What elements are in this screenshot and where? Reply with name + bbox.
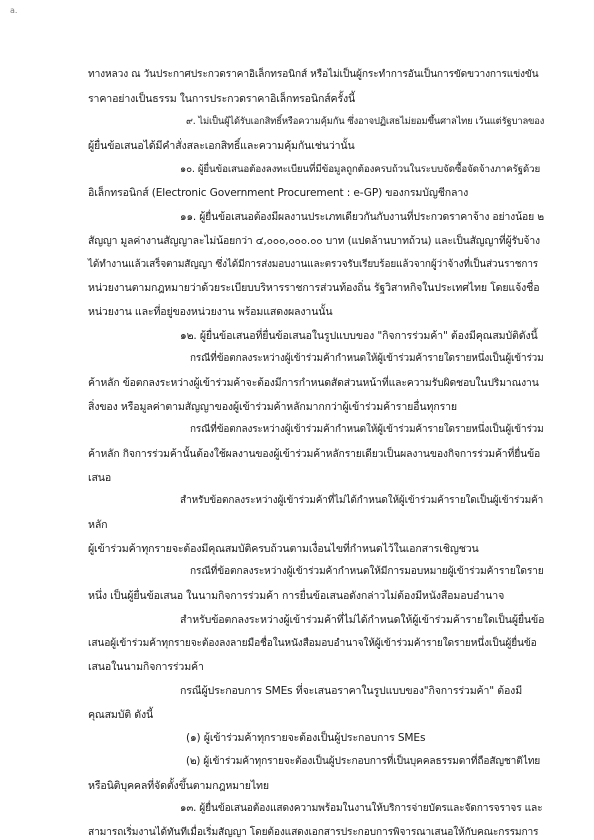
sme-item-2: (๒) ผู้เข้าร่วมค้าทุกรายจะต้องเป็นผู้ประกอบการที่เป็นบุคคลธรรมดาที่ถือสัญชาติไทย (186, 756, 541, 767)
body-line: หน่วยงานตามกฎหมายว่าด้วยระเบียบบริหารราชการส่วนท้องถิ่น รัฐวิสาหกิจในประเทศไทย โดยแจ้งชื่อ (88, 282, 540, 294)
body-line: สำหรับข้อตกลงระหว่างผู้เข้าร่วมค้าที่ไม่ได้กำหนดให้ผู้เข้าร่วมค้ารายใดเป็นผู้ยื่นข้อ (180, 614, 545, 626)
body-line: คุณสมบัติ ดังนี้ (88, 709, 154, 721)
body-line: เสนอผู้เข้าร่วมค้าทุกรายจะต้องลงลายมือชื่อในหนังสือมอบอำนาจให้ผู้เข้าร่วมค้ารายใดรายหนึ่งเป็นผู้ยื่นข้อ (88, 638, 537, 649)
body-line: สัญญา มูลค่างานสัญญาละไม่น้อยกว่า ๔,๐๐๐,๐๐๐.๐๐ บาท (แปดล้านบาทถ้วน) และเป็นสัญญาที่ผู้รับจ้าง (88, 235, 540, 247)
body-line: ได้ทำงานแล้วเสร็จตามสัญญา ซึ่งได้มีการส่งมอบงานและตรวจรับเรียบร้อยแล้วจากผู้ว่าจ้างที่เป็นส่วนราชการ (88, 259, 538, 270)
body-line: หลัก (88, 519, 108, 531)
body-line: สำหรับข้อตกลงระหว่างผู้เข้าร่วมค้าที่ไม่ได้กำหนดให้ผู้เข้าร่วมค้ารายใดเป็นผู้เข้าร่วมค้า (180, 495, 544, 506)
body-line: กรณีที่ข้อตกลงระหว่างผู้เข้าร่วมค้ากำหนดให้ผู้เข้าร่วมค้ารายใดรายหนึ่งเป็นผู้เข้าร่วม (190, 353, 544, 364)
body-line: สิ่งของ หรือมูลค่าตามสัญญาของผู้เข้าร่วมค้าหลักมากกว่าผู้เข้าร่วมค้ารายอื่นทุกราย (88, 401, 457, 413)
corner-mark: a. (10, 6, 18, 15)
body-line: หน่วยงาน และที่อยู่ของหน่วยงาน พร้อมแสดงผลงานนั้น (88, 306, 333, 318)
clause-10-line: ๑๐. ผู้ยื่นข้อเสนอต้องลงทะเบียนที่มีข้อมูลถูกต้องครบถ้วนในระบบจัดซื้อจัดจ้างภาครัฐด้วย (180, 164, 541, 175)
body-line: กรณีที่ข้อตกลงระหว่างผู้เข้าร่วมค้ากำหนดให้มีการมอบหมายผู้เข้าร่วมค้ารายใดราย (190, 566, 544, 577)
body-line: ราคาอย่างเป็นธรรม ในการประกวดราคาอิเล็กทรอนิกส์ครั้งนี้ (88, 93, 356, 105)
clause-9-line: ๙. ไม่เป็นผู้ได้รับเอกสิทธิ์หรือความคุ้มกัน ซึ่งอาจปฏิเสธไม่ยอมขึ้นศาลไทย เว้นแต่รัฐบาลของ (186, 116, 545, 127)
body-line: กรณีผู้ประกอบการ SMEs ที่จะเสนอราคาในรูปแบบของ"กิจการร่วมค้า" ต้องมี (180, 685, 523, 697)
body-line: ทางหลวง ณ วันประกาศประกวดราคาอิเล็กทรอนิกส์ หรือไม่เป็นผู้กระทำการอันเป็นการขัดขวางการแข่งขัน (88, 69, 539, 80)
body-line: เสนอ (88, 472, 112, 484)
body-line: ค้าหลัก กิจการร่วมค้านั้นต้องใช้ผลงานของผู้เข้าร่วมค้าหลักรายเดียวเป็นผลงานของกิจการร่วมค้าที่ยื่นข้อ (88, 448, 541, 460)
clause-11-line: ๑๑. ผู้ยื่นข้อเสนอต้องมีผลงานประเภทเดียวกันกับงานที่ประกวดราคาจ้าง อย่างน้อย ๒ (180, 211, 544, 223)
body-line: กรณีที่ข้อตกลงระหว่างผู้เข้าร่วมค้ากำหนดให้ผู้เข้าร่วมค้ารายใดรายหนึ่งเป็นผู้เข้าร่วม (190, 424, 544, 435)
body-line: ผู้ยื่นข้อเสนอได้มีคำสั่งสละเอกสิทธิ์และความคุ้มกันเช่นว่านั้น (88, 140, 355, 152)
sme-item-1: (๑) ผู้เข้าร่วมค้าทุกรายจะต้องเป็นผู้ประกอบการ SMEs (186, 732, 426, 744)
body-line: ผู้เข้าร่วมค้าทุกรายจะต้องมีคุณสมบัติครบถ้วนตามเงื่อนไขที่กำหนดไว้ในเอกสารเชิญชวน (88, 543, 479, 555)
body-line: สามารถเริ่มงานได้ทันทีเมื่อเริ่มสัญญา โดยต้องแสดงเอกสารประกอบการพิจารณาเสนอให้กับคณะกรรมการ (88, 827, 539, 838)
body-line: หนึ่ง เป็นผู้ยื่นข้อเสนอ ในนามกิจการร่วมค้า การยื่นข้อเสนอดังกล่าวไม่ต้องมีหนังสือมอบอำนาจ (88, 590, 505, 602)
body-line: เสนอในนามกิจการร่วมค้า (88, 661, 204, 673)
body-line: อิเล็กทรอนิกส์ (Electronic Government Procurement : e-GP) ของกรมบัญชีกลาง (88, 187, 469, 199)
clause-12-line: ๑๒. ผู้ยื่นข้อเสนอที่ยื่นข้อเสนอในรูปแบบของ "กิจการร่วมค้า" ต้องมีคุณสมบัติดังนี้ (180, 330, 538, 342)
body-line: หรือนิติบุคคลที่จัดตั้งขึ้นตามกฎหมายไทย (88, 780, 269, 792)
body-line: ค้าหลัก ข้อตกลงระหว่างผู้เข้าร่วมค้าจะต้องมีการกำหนดสัดส่วนหน้าที่และความรับผิดชอบในปริมาณงาน (88, 377, 539, 389)
clause-13-line: ๑๓. ผู้ยื่นข้อเสนอต้องแสดงความพร้อมในงานให้บริการจ่ายบัตรและจัดการจราจร และ (180, 803, 543, 814)
